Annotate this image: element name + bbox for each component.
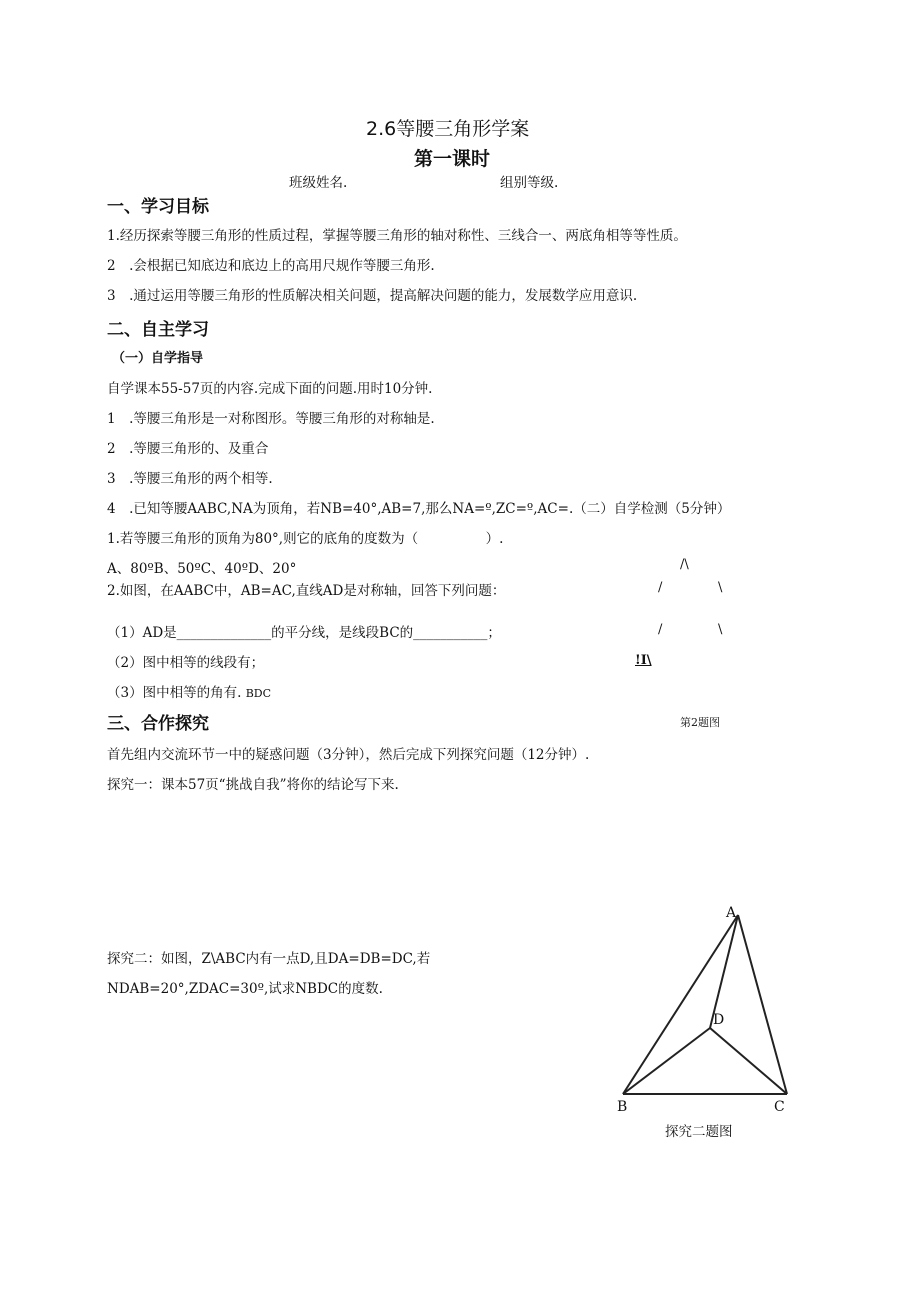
check-question-2-part-2: （2）图中相等的线段有； [107, 655, 265, 671]
vertex-label-A: A [726, 905, 737, 921]
explore-1: 探究一：课本57页“挑战自我”将你的结论写下来. [107, 777, 399, 793]
explore-2-line-1: 探究二：如图，Z\ABC内有一点D,且DA=DB=DC,若 [107, 951, 431, 967]
fig2-fragment-apex: /\ [680, 557, 689, 572]
section-heading-cooperate: 三、合作探究 [107, 714, 209, 734]
cooperate-intro: 首先组内交流环节一中的疑惑问题（3分钟），然后完成下列探究问题（12分钟）. [107, 747, 590, 763]
segment-CD [710, 1028, 787, 1094]
page-title: 2.6等腰三角形学案 [366, 118, 530, 140]
fig2-caption: 第2题图 [680, 716, 720, 729]
goal-item-1: 1.经历探索等腰三角形的性质过程，掌握等腰三角形的轴对称性、三线合一、两底角相等等性质。 [107, 228, 687, 244]
check-question-1: 1.若等腰三角形的顶角为80°,则它的底角的度数为（ ）. [107, 531, 504, 547]
point-label-D: D [713, 1012, 725, 1028]
part-3-text: （3）图中相等的角有. [107, 685, 242, 701]
vertex-label-B: B [617, 1099, 628, 1115]
goal-item-2: 2 .会根据已知底边和底边上的高用尺规作等腰三角形. [107, 258, 435, 274]
guide-item-3: 3 .等腰三角形的两个相等. [107, 471, 273, 487]
guide-item-4: 4 .已知等腰AABC,NA为顶角，若NB=40°,AB=7,那么NA=º,ZC=º,AC=.（二）自学检测（5分钟） [107, 501, 731, 517]
figure-caption: 探究二题图 [665, 1124, 733, 1140]
part-3-residual-labels: BDC [245, 687, 272, 700]
fig2-fragment-right-2: \ [718, 622, 723, 637]
section-heading-self-study: 二、自主学习 [107, 320, 209, 340]
subheading-guide: （一）自学指导 [112, 351, 204, 366]
check-question-2: 2.如图，在AABC中，AB=AC,直线AD是对称轴，回答下列问题： [107, 583, 506, 599]
segment-AC [738, 915, 787, 1094]
fig2-fragment-left-2: / [658, 622, 663, 637]
guide-item-2: 2 .等腰三角形的、及重合 [107, 441, 269, 457]
segment-BD [623, 1028, 710, 1094]
check-question-2-part-1: （1）AD是______________的平分线，是线段BC的___________； [107, 625, 501, 641]
check-question-1-options: A、80ºB、50ºC、40ºD、20° [107, 561, 297, 577]
explore-2-line-2: NDAB=20°,ZDAC=30º,试求NBDC的度数. [107, 981, 383, 997]
section-heading-goals: 一、学习目标 [107, 197, 209, 217]
triangle-figure [610, 905, 810, 1105]
check-question-2-part-3 [107, 681, 271, 701]
guide-intro: 自学课本55-57页的内容.完成下面的问题.用时10分钟. [107, 381, 433, 397]
fig2-fragment-left-1: / [658, 580, 663, 595]
goal-item-3: 3 .通过运用等腰三角形的性质解决相关问题，提高解决问题的能力，发展数学应用意识. [107, 288, 638, 304]
guide-item-1: 1 .等腰三角形是一对称图形。等腰三角形的对称轴是. [107, 411, 435, 427]
segment-AB [623, 915, 738, 1094]
class-name-label: 班级姓名. [289, 175, 348, 191]
fig2-fragment-base: !I\ [635, 653, 652, 668]
fig2-fragment-right-1: \ [718, 580, 723, 595]
page-subtitle: 第一课时 [414, 148, 491, 170]
vertex-label-C: C [774, 1099, 785, 1115]
group-grade-label: 组别等级. [500, 175, 559, 191]
